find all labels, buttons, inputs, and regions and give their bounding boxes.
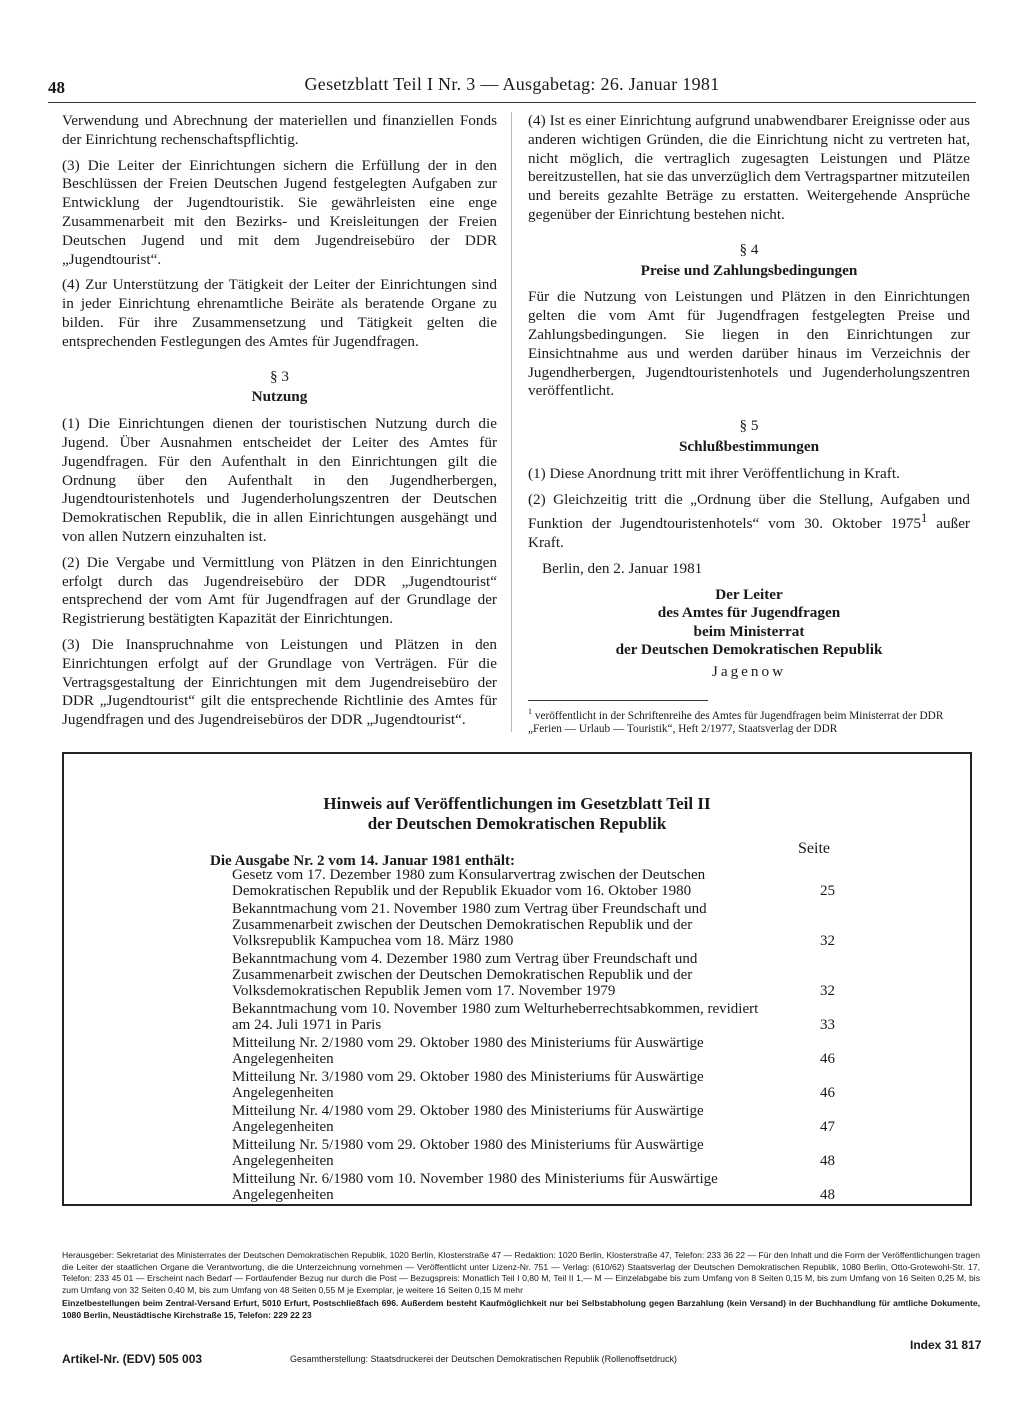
contents-entry-text: Mitteilung Nr. 4/1980 vom 29. Oktober 1980 des Ministeriums für Auswärtige Angelegenheiten [232, 1103, 704, 1135]
right-column [528, 112, 970, 736]
running-title: Gesetzblatt Teil I Nr. 3 — Ausgabetag: 26. Januar 1981 [304, 74, 720, 94]
contents-entry-text: Gesetz vom 17. Dezember 1980 zum Konsularvertrag zwischen der Deutschen Demokratischen Republik und der Republik Ekuador vom 16. Oktober 1980 [232, 867, 706, 899]
contents-entry [232, 1035, 835, 1067]
page-header [48, 72, 976, 103]
paragraph-2-4: (4) Zur Unterstützung der Tätigkeit der Leiter der Einrichtungen sind in jeder Einrichtung ehrenamtliche Beiräte als beratende Organe zu bilden. Für ihre Zusammensetzung und Tätigkeit gelten die entsprechenden Festlegungen des Amtes für Jugendfragen. [62, 276, 497, 350]
contents-entry-text: Bekanntmachung vom 4. Dezember 1980 zum Vertrag über Freundschaft und Zusammenarbeit zwischen der Deutschen Demokratischen Republik und der Volksdemokratischen Republik Jemen vom 17. November 1979 [232, 951, 698, 999]
impressum-publisher: Herausgeber: Sekretariat des Ministerrates der Deutschen Demokratischen Republik, 1020 Berlin, Klosterstraße 47 — Redaktion: 1020 Berlin, Klosterstraße 47, Telefon: 233 36 22 — Für den Inhalt und die Form der Veröffentlichungen tragen die Leiter der staatlichen Organe die Verantwortung, die die Unterzeichnung vornehmen — Veröffentlicht unter Lizenz-Nr. 751 — Verlag: (610/62) Staatsverlag der Deutschen Demokratischen Republik, 1080 Berlin, Otto-Grotewohl-Str. 17, Telefon: 233 45 01 — Erscheint nach Bedarf — Fortlaufender Bezug nur durch die Post — Bezugspreis: Monatlich Teil I 0,80 M, Teil II 1,— M — Einzelabgabe bis zum Umfang von 8 Seiten 0,15 M, bis zum Umfang von 16 Seiten 0,25 M, bis zum Umfang von 32 Seiten 0,40 M, bis zum Umfang von 48 Seiten 0,55 M je Exemplar, je weitere 16 Seiten 0,15 M mehr [62, 1250, 980, 1295]
section-5-number: § 5 [739, 417, 759, 435]
contents-entry [232, 1137, 835, 1169]
contents-entry [232, 901, 835, 949]
contents-entry-page: 47 [820, 1119, 835, 1135]
contents-entry-page: 48 [820, 1153, 835, 1169]
footnote-text: veröffentlicht in der Schriftenreihe des Amtes für Jugendfragen beim Ministerrat der DDR „Ferien — Urlaub — Touristik“, Heft 2/1977, Staatsverlag der DDR [528, 709, 944, 735]
section-5-title: Schlußbestimmungen [678, 437, 820, 455]
contents-entry-page: 46 [820, 1051, 835, 1067]
section-5-paragraph-2-end: außer Kraft. [528, 515, 970, 552]
contents-entry-page: 32 [820, 983, 835, 999]
section-3-paragraph-2: (2) Die Vergabe und Vermittlung von Plätzen in den Einrichtungen erfolgt durch das Jugendreisebüro der DDR „Jugendtourist“ entsprechend der vom Amt für Jugendfragen auf der Grundlage der Registrierung bestätigten Kapazität der Einrichtungen. [62, 553, 497, 628]
contents-entry-page: 46 [820, 1085, 835, 1101]
signature-line-2: des Amtes für Jugendfragen [657, 604, 841, 622]
signature-name: Jagenow [711, 662, 787, 680]
contents-entry [232, 951, 835, 999]
column-divider [511, 112, 512, 732]
section-4-title: Preise und Zahlungsbedingungen [640, 261, 858, 279]
contents-list [232, 867, 835, 1205]
notice-title-line-2: der Deutschen Demokratischen Republik [367, 814, 667, 833]
section-5-paragraph-1: (1) Diese Anordnung tritt mit ihrer Veröffentlichung in Kraft. [528, 464, 900, 482]
article-number: Artikel-Nr. (EDV) 505 003 [62, 1352, 203, 1366]
seite-column-header: Seite [798, 840, 830, 857]
section-4-paragraph-1: Für die Nutzung von Leistungen und Plätzen in den Einrichtungen gelten die vom Amt für Jugendfragen festgelegten Preise und Zahlungsbedingungen. Sie liegen in den Einrichtungen zur Einsichtnahme aus und werden darüber hinaus im Verzeichnis der Jugendherbergen, Jugendtouristenhotels und Jugenderholungszentren veröffentlicht. [528, 288, 970, 400]
footnote-number: 1 [528, 706, 532, 716]
contents-entry-text: Bekanntmachung vom 21. November 1980 zum Vertrag über Freundschaft und Zusammenarbeit zwischen der Deutschen Demokratischen Republik und der Volksrepublik Kampuchea vom 18. März 1980 [232, 901, 707, 949]
index-number: Index 31 817 [910, 1338, 982, 1352]
ausgabe-heading: Die Ausgabe Nr. 2 vom 14. Januar 1981 enthält: [210, 853, 516, 869]
contents-entry-text: Mitteilung Nr. 6/1980 vom 10. November 1980 des Ministeriums für Auswärtige Angelegenheiten [232, 1171, 718, 1203]
contents-entry [232, 1171, 835, 1203]
footnote [528, 705, 970, 737]
printer-credit: Gesamtherstellung: Staatsdruckerei der Deutschen Demokratischen Republik (Rollenoffsetdruck) [290, 1354, 678, 1364]
contents-entry [232, 1103, 835, 1135]
section-3-paragraph-1: (1) Die Einrichtungen dienen der touristischen Nutzung durch die Jugend. Über Ausnahmen entscheidet der Leiter des Amtes für Jugendfragen. Für den Aufenthalt in den Einrichtungen gilt die Ordnung über den Aufenthalt in den Jugendherbergen, Jugendtouristenhotels und Jugenderholungszentren der Deutschen Demokratischen Republik, die in allen Einrichtungen ausgehängt und von allen Nutzern einzuhalten ist. [62, 415, 497, 545]
left-column [62, 112, 497, 737]
paragraph-2-3: (3) Die Leiter der Einrichtungen sichern die Erfüllung der in den Beschlüssen der Freien Deutschen Jugend festgelegten Aufgaben zur Entwicklung der Jugendtouristik. Sie gewährleisten eine enge Zusammenarbeit mit den Bezirks- und Kreisleitungen der Freien Deutschen Jugend und mit dem Jugendreisebüro der DDR „Jugendtourist“. [62, 156, 497, 268]
signature-line-3: beim Ministerrat [693, 622, 805, 640]
notice-title [64, 794, 970, 834]
contents-entry-text: Mitteilung Nr. 2/1980 vom 29. Oktober 1980 des Ministeriums für Auswärtige Angelegenheiten [232, 1035, 704, 1067]
section-5-paragraph-2 [528, 491, 970, 553]
section-3-paragraph-3: (3) Die Inanspruchnahme von Leistungen und Plätzen in den Einrichtungen erfolgt auf der Grundlage von Verträgen. Für die Vertragsgestaltung der Einrichtungen mit dem Jugendreisebüro der DDR „Jugendtourist“ gilt die entsprechende Richtlinie des Amtes für Jugendfragen und des Jugendreisebüros der DDR „Jugendtourist“. [62, 635, 497, 729]
contents-entry-page: 48 [820, 1187, 835, 1203]
footnote-ref: 1 [921, 511, 928, 526]
contents-entry [232, 1069, 835, 1101]
contents-entry [232, 1001, 835, 1033]
contents-entry-page: 33 [820, 1017, 835, 1033]
section-5-paragraph-2-text: (2) Gleichzeitig tritt die „Ordnung über die Stellung, Aufgaben und Funktion der Jugendtouristenhotels“ vom 30. Oktober 1975 [528, 490, 970, 533]
section-3-paragraph-4: (4) Ist es einer Einrichtung aufgrund unabwendbarer Ereignisse oder aus anderen wichtigen Gründen, die die Einrichtung nicht zu vertreten hat, nicht möglich, die vertraglich zugesagten Leistungen und Plätze bereitzustellen, hat sie das unverzüglich dem Vertragspartner mitzuteilen und bereits gezahlte Beträge zu erstatten. Weitergehende Ansprüche gegenüber der Einrichtung bestehen nicht. [528, 112, 970, 223]
impressum [62, 1250, 980, 1322]
impressum-orders: Einzelbestellungen beim Zentral-Versand Erfurt, 5010 Erfurt, Postschließfach 696. Außerdem besteht Kaufmöglichkeit nur bei Selbstabholung gegen Barzahlung (kein Versand) in der Buchhandlung für amtliche Dokumente, 1080 Berlin, Neustädtische Kirchstraße 15, Telefon: 229 22 23 [62, 1298, 980, 1320]
section-3-number: § 3 [270, 367, 289, 385]
page-number: 48 [48, 78, 65, 97]
contents-entry-page: 32 [820, 933, 835, 949]
contents-entry-text: Bekanntmachung vom 10. November 1980 zum Welturheberrechtsabkommen, revidiert am 24. Juli 1971 in Paris [232, 1001, 759, 1033]
section-3-title: Nutzung [251, 388, 308, 406]
signature-line-1: Der Leiter [715, 585, 783, 603]
contents-entry-text: Mitteilung Nr. 3/1980 vom 29. Oktober 1980 des Ministeriums für Auswärtige Angelegenheiten [232, 1069, 704, 1101]
place-date: Berlin, den 2. Januar 1981 [542, 560, 703, 577]
signature-block [528, 586, 970, 660]
section-4-number: § 4 [739, 240, 759, 258]
notice-title-line-1: Hinweis auf Veröffentlichungen im Gesetzblatt Teil II [323, 794, 711, 813]
paragraph-continuation: Verwendung und Abrechnung der materiellen und finanziellen Fonds der Einrichtung rechenschaftspflichtig. [62, 112, 497, 148]
footnote-rule [528, 700, 708, 701]
notice-box [62, 752, 972, 1206]
contents-entry [232, 867, 835, 899]
contents-entry-page: 25 [820, 883, 835, 899]
contents-entry-text: Mitteilung Nr. 5/1980 vom 29. Oktober 1980 des Ministeriums für Auswärtige Angelegenheiten [232, 1137, 704, 1169]
signature-line-4: der Deutschen Demokratischen Republik [615, 641, 883, 659]
